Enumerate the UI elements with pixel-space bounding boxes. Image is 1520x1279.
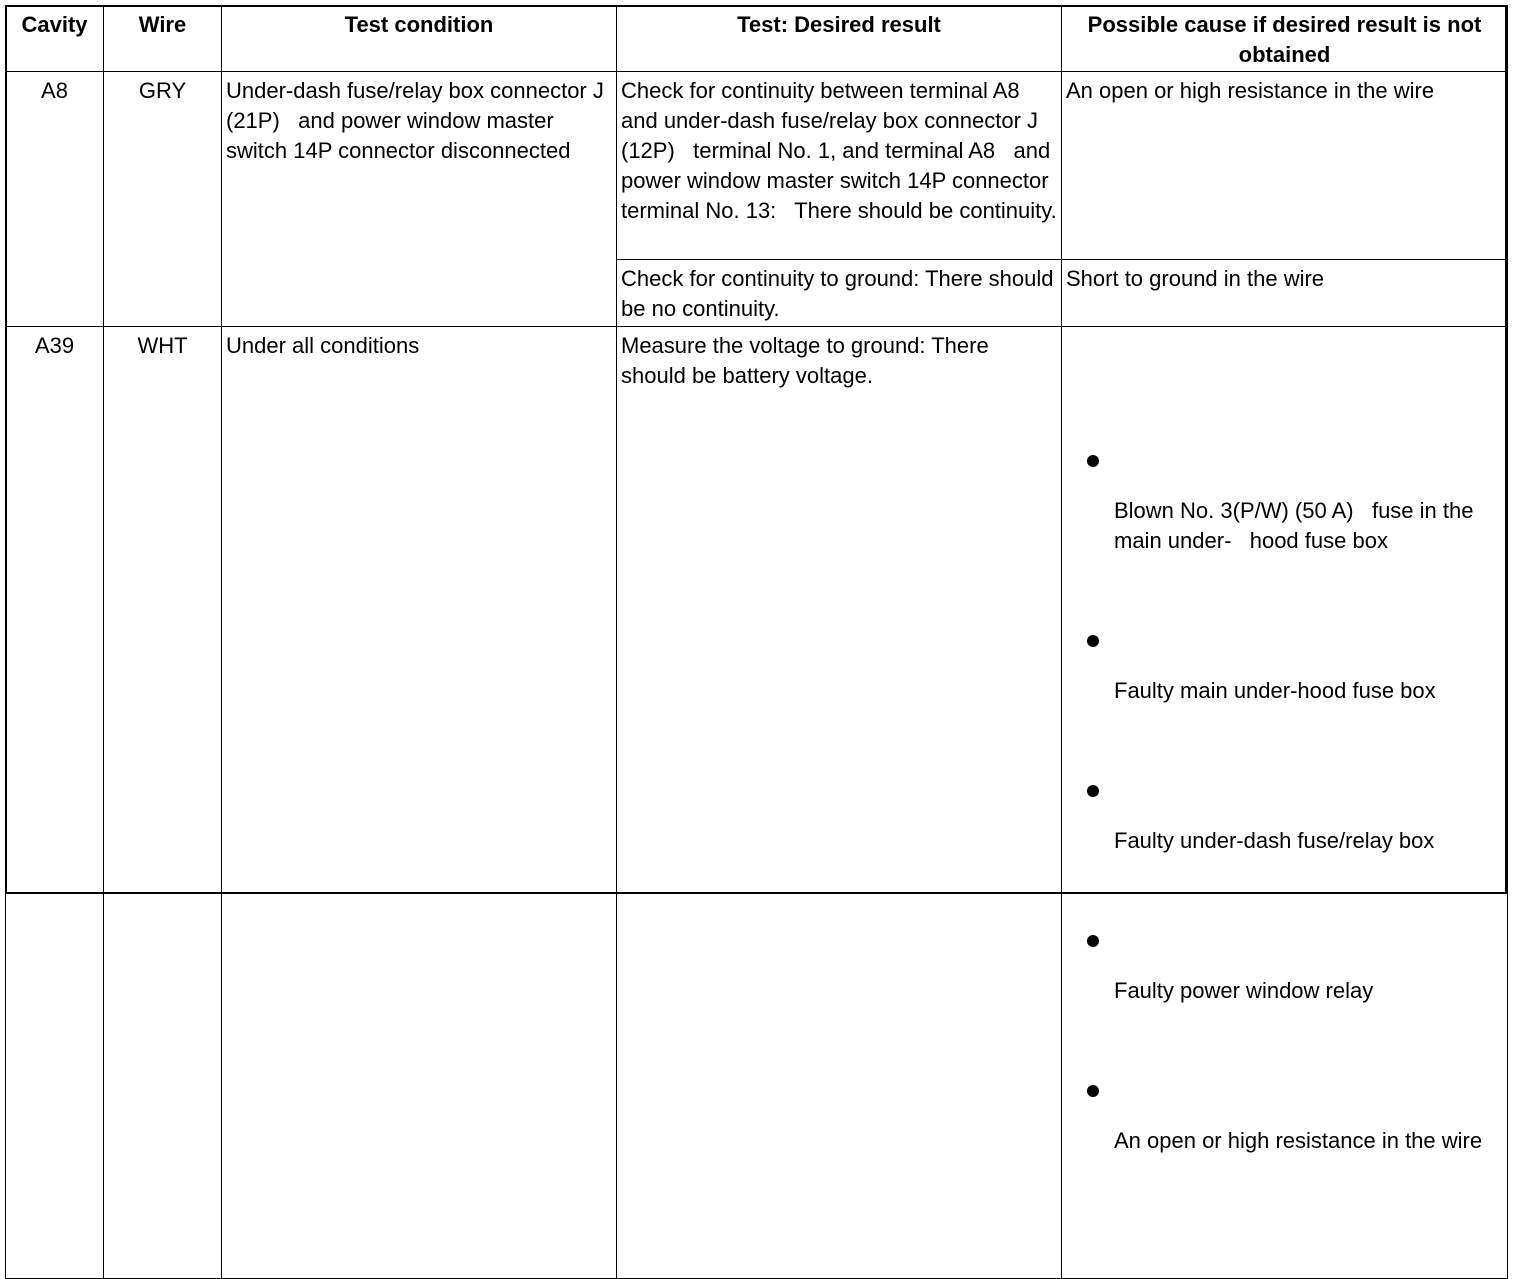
bullet-icon — [1087, 635, 1099, 647]
desired-result-cell: Check for continuity between terminal A8 and under-dash fuse/relay box connector J (12P) terminal No. 1, and terminal A8 and power window master switch 14P connector terminal No. 13: There should be continuity. — [617, 72, 1062, 260]
table-row — [6, 327, 1508, 1279]
cavity-cell: A8 — [6, 72, 104, 327]
table-row — [6, 72, 1508, 260]
bullet-icon — [1087, 935, 1099, 947]
circuit-test-table — [5, 5, 1508, 1279]
desired-result-cell: Measure the voltage to ground: There should be battery voltage. — [617, 327, 1062, 1279]
list-item — [1066, 931, 1503, 1006]
bullet-icon — [1087, 455, 1099, 467]
test-condition-cell: Under-dash fuse/relay box connector J (21P) and power window master switch 14P connector disconnected — [222, 72, 617, 327]
desired-result-cell: Check for continuity to ground: There should be no continuity. — [617, 260, 1062, 327]
list-item — [1066, 781, 1503, 856]
wire-cell: WHT — [104, 327, 222, 1279]
cause-text: Blown No. 3(P/W) (50 A) fuse in the main under- hood fuse box — [1114, 498, 1480, 553]
header-cavity: Cavity — [6, 6, 104, 72]
header-test-condition: Test condition — [222, 6, 617, 72]
possible-cause-cell — [1062, 327, 1508, 1279]
header-desired-result: Test: Desired result — [617, 6, 1062, 72]
header-possible-cause: Possible cause if desired result is not obtained — [1062, 6, 1508, 72]
cause-text: An open or high resistance in the wire — [1114, 1128, 1483, 1153]
cause-list — [1066, 391, 1503, 1216]
wire-cell: GRY — [104, 72, 222, 327]
possible-cause-cell: Short to ground in the wire — [1062, 260, 1508, 327]
list-item — [1066, 1081, 1503, 1156]
cause-text: Faulty power window relay — [1114, 978, 1374, 1003]
cause-text: Faulty under-dash fuse/relay box — [1114, 828, 1435, 853]
cavity-cell: A39 — [6, 327, 104, 1279]
header-wire: Wire — [104, 6, 222, 72]
cause-text: Faulty main under-hood fuse box — [1114, 678, 1436, 703]
list-item — [1066, 631, 1503, 706]
bullet-icon — [1087, 785, 1099, 797]
list-item — [1066, 451, 1503, 556]
possible-cause-cell: An open or high resistance in the wire — [1062, 72, 1508, 260]
header-row — [6, 6, 1508, 72]
test-condition-cell: Under all conditions — [222, 327, 617, 1279]
bullet-icon — [1087, 1085, 1099, 1097]
